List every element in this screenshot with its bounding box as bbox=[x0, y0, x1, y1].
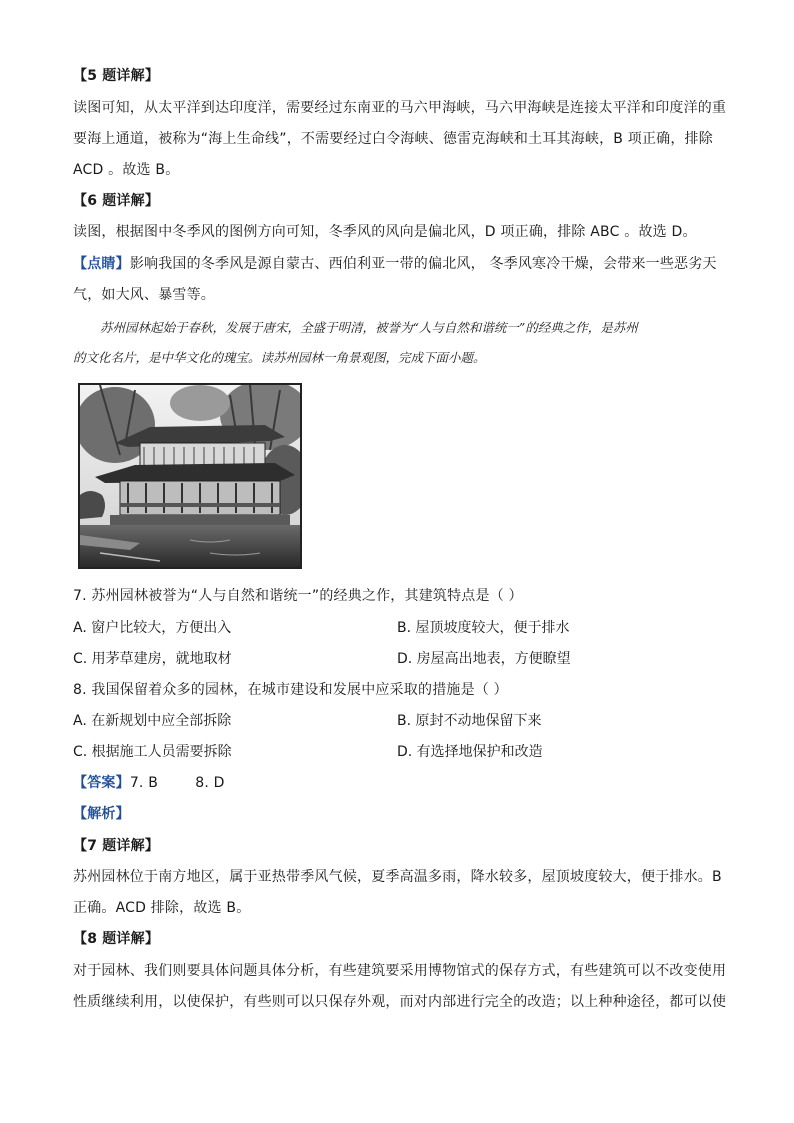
q5-detail-line-2: 要海上通道，被称为“海上生命线”，不需要经过白令海峡、德雷克海峡和土耳其海峡，B 项正确，排除 bbox=[73, 131, 713, 147]
answer-line bbox=[73, 773, 723, 793]
q8-detail-heading: 【8 题详解】 bbox=[73, 931, 160, 947]
q7-option-d: D. 房屋高出地表，方便瞭望 bbox=[397, 651, 571, 667]
answer-text: 7. B 8. D bbox=[129, 775, 225, 791]
passage-line-2: 的文化名片，是中华文化的瑰宝。读苏州园林一角景观图，完成下面小题。 bbox=[73, 350, 486, 365]
q7-detail-line-1: 苏州园林位于南方地区，属于亚热带季风气候，夏季高温多雨，降水较多，屋顶坡度较大，便于排水。B bbox=[73, 869, 722, 885]
q7-detail-heading: 【7 题详解】 bbox=[73, 838, 160, 854]
q8-option-c: C. 根据施工人员需要拆除 bbox=[73, 744, 232, 760]
q8-detail-line-2: 性质继续利用，以使保护，有些则可以只保存外观，而对内部进行完全的改造；以上种种途径，都可以使 bbox=[73, 994, 727, 1010]
q8-stem: 8. 我国保留着众多的园林，在城市建设和发展中应采取的措施是（ ） bbox=[73, 682, 508, 698]
q8-option-d: D. 有选择地保护和改造 bbox=[397, 744, 543, 760]
q7-option-b: B. 屋顶坡度较大，便于排水 bbox=[397, 620, 570, 636]
tip-text-1: 影响我国的冬季风是源自蒙古、西伯利亚一带的偏北风， 冬季风寒冷干燥，会带来一些恶劣天 bbox=[129, 256, 717, 272]
q7-option-c: C. 用茅草建房，就地取材 bbox=[73, 651, 232, 667]
q7-stem: 7. 苏州园林被誉为“人与自然和谐统一”的经典之作，其建筑特点是（ ） bbox=[73, 588, 523, 604]
q6-detail-line-1: 读图，根据图中冬季风的图例方向可知，冬季风的风向是偏北风，D 项正确，排除 ABC 。故选 D。 bbox=[73, 224, 697, 240]
q8-detail-line-1: 对于园林、我们则要具体问题具体分析，有些建筑要采用博物馆式的保存方式，有些建筑可以不改变使用 bbox=[73, 963, 727, 979]
analysis-tag: 【解析】 bbox=[73, 806, 130, 822]
tip-line-1 bbox=[73, 254, 723, 274]
tip-line-2: 气，如大风、暴雪等。 bbox=[73, 287, 215, 303]
tip-tag: 【点睛】 bbox=[73, 256, 130, 272]
q5-detail-line-1: 读图可知，从太平洋到达印度洋，需要经过东南亚的马六甲海峡，马六甲海峡是连接太平洋和印度洋的重 bbox=[73, 100, 727, 116]
q7-detail-line-2: 正确。ACD 排除，故选 B。 bbox=[73, 900, 251, 916]
suzhou-garden-photo bbox=[78, 383, 302, 569]
answer-tag: 【答案】 bbox=[73, 775, 130, 791]
passage-line-1: 苏州园林起始于春秋，发展于唐宋，全盛于明清，被誉为“人与自然和谐统一”的经典之作，是苏州 bbox=[100, 320, 638, 335]
q5-detail-heading: 【5 题详解】 bbox=[73, 68, 160, 84]
q6-detail-heading: 【6 题详解】 bbox=[73, 193, 160, 209]
q8-option-a: A. 在新规划中应全部拆除 bbox=[73, 713, 232, 729]
q8-option-b: B. 原封不动地保留下来 bbox=[397, 713, 542, 729]
q7-option-a: A. 窗户比较大，方便出入 bbox=[73, 620, 232, 636]
q5-detail-line-3: ACD 。故选 B。 bbox=[73, 162, 180, 178]
